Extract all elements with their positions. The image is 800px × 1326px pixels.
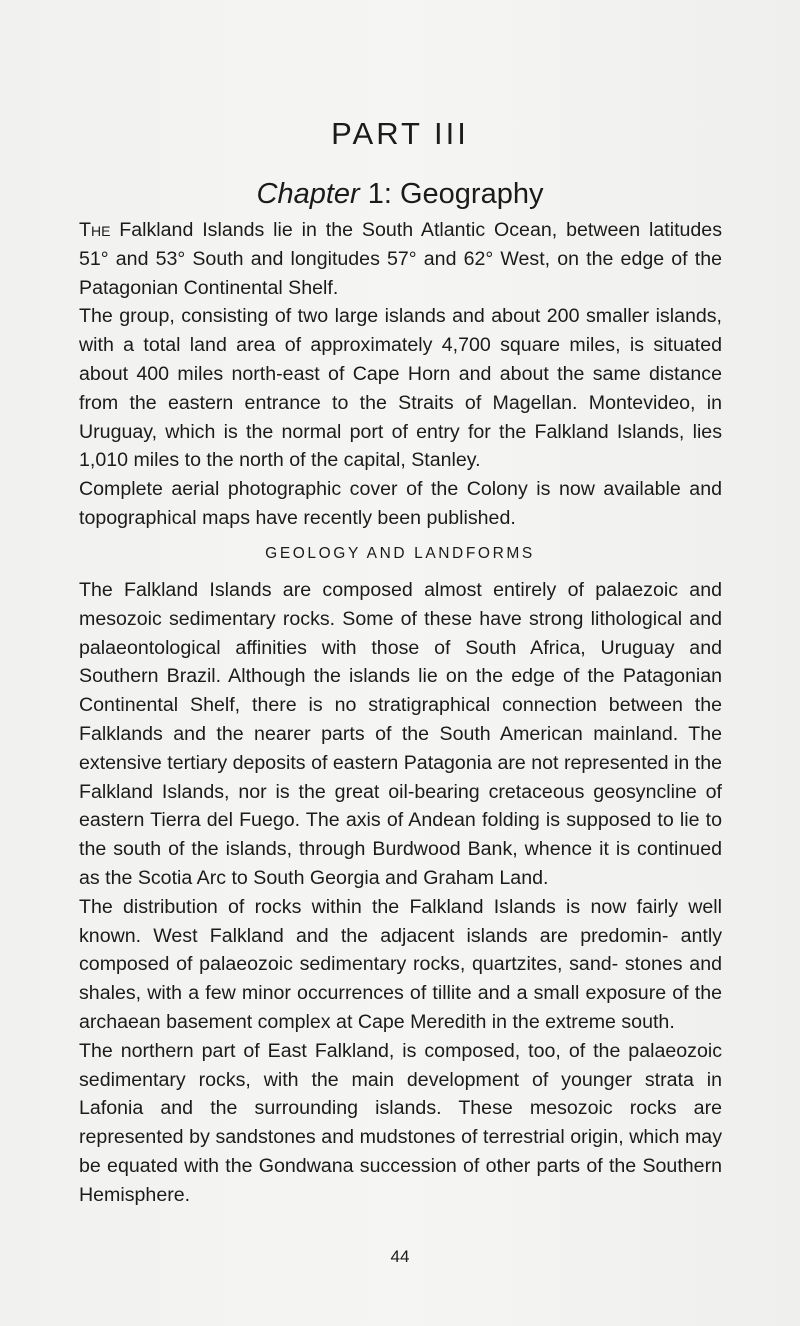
- paragraph: The distribution of rocks within the Falkland Islands is now fairly well known. West Falkland and the adjacent islands are predomin- antly composed of palaeozoic sedimentary rocks, quartzites, sand- stones and shales, with a few minor occurrences of tillite and a small exposure of the archaean basement complex at Cape Meredith in the extreme south.: [79, 895, 722, 1033]
- paragraph: The Falkland Islands are composed almost entirely of palaezoic and mesozoic sedimentary rocks. Some of these have strong lithological and palaeontological affinities with those of South Africa, Uruguay and Southern Brazil. Although the islands lie on the edge of the Patagonian Continental Shelf, there is no stratigraphical connection between the Falklands and the nearer parts of the South American mainland. The extensive tertiary deposits of eastern Patagonia are not represented in the Falkland Islands, nor is the great oil-bearing cretaceous geosyncline of eastern Tierra del Fuego. The axis of Andean folding is supposed to lie to the south of the islands, through Burdwood Bank, whence it is continued as the Scotia Arc to South Georgia and Graham Land.: [79, 579, 722, 889]
- paragraph: Complete aerial photographic cover of the Colony is now available and topographical maps have recently been published.: [79, 478, 722, 529]
- chapter-title: [0, 174, 800, 214]
- paragraph-text: Falkland Islands lie in the South Atlantic Ocean, between latitudes 51° and 53° South and longitudes 57° and 62° West, on the edge of the Patagonian Continental Shelf.: [79, 219, 722, 299]
- page-number: 44: [390, 1247, 410, 1266]
- intro-section: [79, 216, 722, 533]
- section-heading: GEOLOGY AND LANDFORMS: [265, 545, 535, 562]
- paragraph: The group, consisting of two large islands and about 200 smaller islands, with a total land area of approximately 4,700 square miles, is situated about 400 miles north-east of Cape Horn and about the same distance from the eastern entrance to the Straits of Magellan. Montevideo, in Uruguay, which is the normal port of entry for the Falkland Islands, lies 1,010 miles to the north of the capital, Stanley.: [79, 305, 722, 472]
- chapter-name: 1: Geography: [359, 178, 544, 210]
- paragraph-lead: The: [79, 219, 111, 241]
- part-title: PART III: [331, 116, 469, 151]
- paragraph: The northern part of East Falkland, is composed, too, of the palaeozoic sedimentary rocks, with the main development of younger strata in Lafonia and the surrounding islands. These mesozoic rocks are represented by sandstones and mudstones of terrestrial origin, which may be equated with the Gondwana succession of other parts of the Southern Hemisphere.: [79, 1039, 722, 1206]
- chapter-label: Chapter: [256, 178, 360, 210]
- paragraph: [79, 216, 722, 302]
- geology-section: [79, 576, 722, 1210]
